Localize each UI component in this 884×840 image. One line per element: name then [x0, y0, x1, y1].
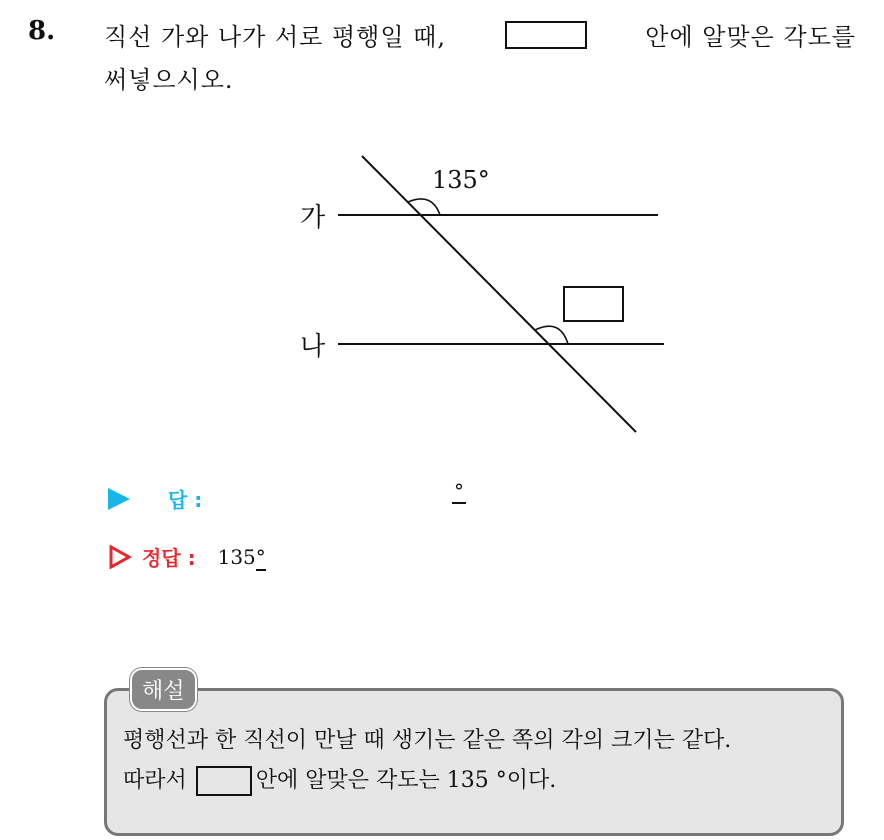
line-na-label: 나 [300, 332, 326, 362]
figure-answer-box [564, 287, 623, 321]
explanation-blank-box [196, 766, 252, 796]
answer-degree-blank[interactable]: ° [454, 479, 464, 503]
correct-label: 정답 : [142, 546, 196, 570]
correct-value: 135° [217, 544, 266, 569]
explanation-tab: 해설 [130, 668, 197, 711]
question-text-after: 안에 알맞은 각도를 [645, 23, 856, 51]
question-text-before: 직선 가와 나가 서로 평행일 때, [104, 23, 446, 51]
play-triangle-icon [108, 488, 130, 510]
correct-answer-row [108, 542, 266, 571]
line-ga-label: 가 [300, 203, 326, 233]
explanation-box [104, 688, 844, 836]
question-line-2: 써넣으시오. [104, 66, 234, 94]
question-line-1 [104, 17, 856, 52]
answer-blank-box [505, 21, 587, 49]
explanation-line-2: 따라서 안에 알맞은 각도는 135 °이다. [123, 761, 827, 801]
question-number: 8. [28, 16, 56, 46]
outline-triangle-icon [108, 545, 132, 569]
answer-label: 답 : [168, 488, 203, 512]
angle-label: 135° [432, 166, 490, 194]
explanation-line-1: 평행선과 한 직선이 만날 때 생기는 같은 쪽의 각의 크기는 같다. [123, 728, 732, 753]
parallel-lines-figure [290, 150, 690, 450]
answer-row [108, 484, 202, 513]
